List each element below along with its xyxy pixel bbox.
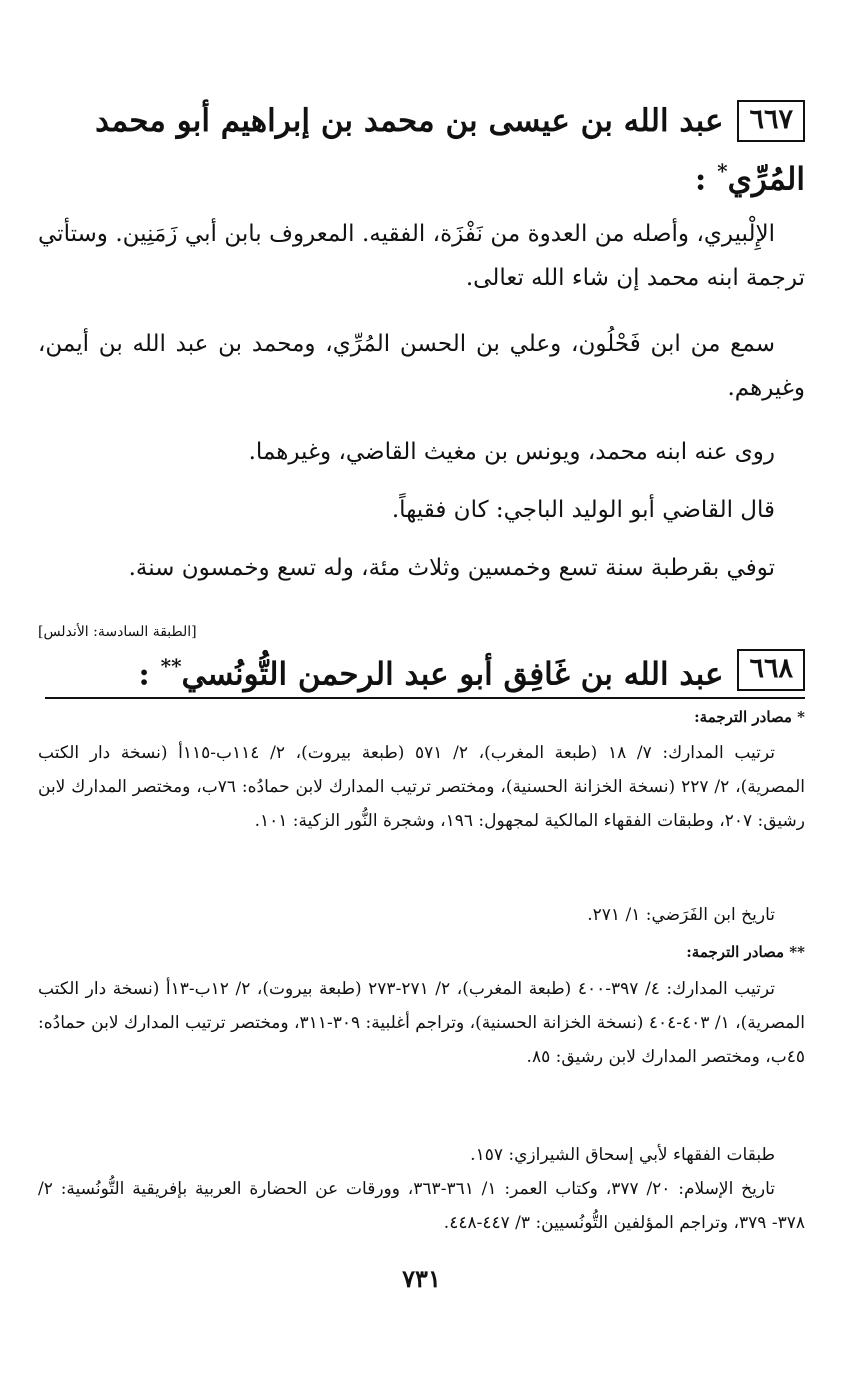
- entry-667-nisba: المُرِّي: [727, 161, 805, 198]
- entry-667-heading: [38, 100, 805, 142]
- paragraph-death: توفي بقرطبة سنة تسع وخمسين وثلاث مئة، وله تسع وخمسون سنة.: [128, 555, 775, 581]
- entry-668-footnote-marker: **: [160, 654, 182, 678]
- paragraph-quote: قال القاضي أبو الوليد الباجي: كان فقيهاً.: [391, 497, 775, 523]
- paragraph-students: روى عنه ابنه محمد، ويونس بن مغيث القاضي، وغيرهما.: [248, 439, 775, 465]
- paragraph-teachers: سمع من ابن فَحْلُون، وعلي بن الحسن المُرِّي، ومحمد بن عبد الله بن أيمن، وغيرهم.: [38, 331, 805, 401]
- entry-668-heading: [38, 645, 805, 695]
- notes-1-heading: * مصادر الترجمة:: [694, 708, 805, 726]
- notes-1-item-1: ترتيب المدارك: ٧/ ١٨ (طبعة المغرب)، ٢/ ٥٧١ (طبعة بيروت)، ٢/ ١١٤ب-١١٥أ (نسخة دار الكتب المصرية)، ٢/ ٢٢٧ (نسخة الخزانة الحسنية)، ومختصر ترتيب المدارك لابن حمادُه: ٧٦ب، ومختصر المدارك لابن رشيق: ٢٠٧، وطبقات الفقهاء المالكية لمجهول: ١٩٦، وشجرة النُّور الزكية: ١٠١.: [38, 743, 805, 831]
- page-number: ٧٣١: [402, 1264, 441, 1293]
- entry-668-number: ٦٦٨: [737, 649, 805, 691]
- notes-2-item-2: طبقات الفقهاء لأبي إسحاق الشيرازي: ١٥٧.: [470, 1145, 775, 1165]
- notes-2-item-1: ترتيب المدارك: ٤/ ٣٩٧-٤٠٠ (طبعة المغرب)، ٢/ ٢٧١-٢٧٣ (طبعة بيروت)، ٢/ ١٢ب-١٣أ (نسخة دار الكتب المصرية)، ١/ ٤٠٣-٤٠٤ (نسخة الخزانة الحسنية)، وتراجم أغلبية: ٣٠٩-٣١١، ومختصر ترتيب المدارك لابن حمادُه: ٤٥ب، ومختصر المدارك لابن رشيق: ٨٥.: [38, 979, 805, 1067]
- paragraph-origin: الإِلْبيري، وأصله من العدوة من نَفْزَة، الفقيه. المعروف بابن أبي زَمَنِين. وستأتي ترجمة ابنه محمد إن شاء الله تعالى.: [38, 221, 805, 291]
- entry-668-title-wrap: [138, 645, 723, 695]
- entry-667-footnote-marker: *: [717, 159, 728, 183]
- section-tag: [38, 624, 805, 640]
- notes-1-item-2: تاريخ ابن الفَرَضي: ١/ ٢٧١.: [587, 905, 775, 925]
- entry-668-colon: :: [138, 656, 150, 693]
- entry-667-colon: :: [694, 161, 707, 198]
- entry-667-title-continuation: [695, 150, 805, 200]
- entry-667-number: ٦٦٧: [737, 100, 805, 142]
- notes-2-heading: ** مصادر الترجمة:: [686, 943, 805, 961]
- section-tag-text: [الطبقة السادسة: الأندلس]: [38, 624, 197, 640]
- entry-667-title: عبد الله بن عيسى بن محمد بن إبراهيم أبو محمد: [95, 103, 724, 139]
- notes-2-item-3: تاريخ الإسلام: ٢٠/ ٣٧٧، وكتاب العمر: ١/ ٣٦١-٣٦٣، وورقات عن الحضارة العربية بإفريقية التُّونُسية: ٢/ ٣٧٨- ٣٧٩، وتراجم المؤلفين التُّونُسيين: ٣/ ٤٤٧-٤٤٨.: [38, 1179, 805, 1233]
- entry-668-title: عبد الله بن غَافِق أبو عبد الرحمن التُّونُسي: [181, 656, 724, 693]
- footnote-divider: [45, 697, 805, 699]
